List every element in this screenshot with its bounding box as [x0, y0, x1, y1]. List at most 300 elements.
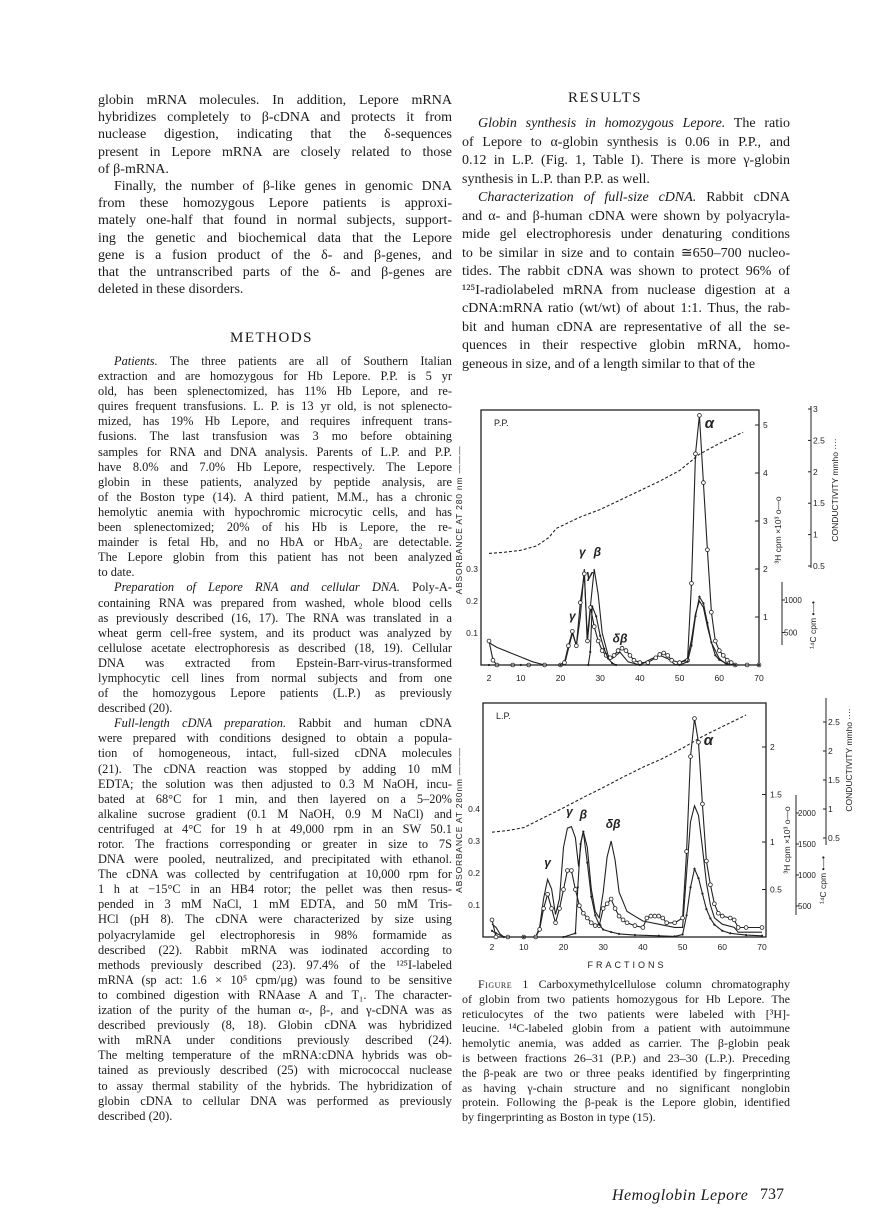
text-line [98, 475, 452, 490]
data-point-3h [562, 888, 566, 892]
y-tick-label-3h: 1 [763, 612, 768, 622]
y-tick-label-3h: 3 [763, 516, 768, 526]
data-point-3h [757, 663, 761, 667]
line-text: Rabbit and human cDNA [286, 716, 452, 731]
data-point-14c [595, 615, 597, 617]
data-point-3h [697, 740, 701, 744]
data-point-3h [538, 928, 542, 932]
data-point-14c [681, 933, 683, 935]
line-text: leucine. ¹⁴C-labeled globin from a patient with autoimmune [462, 1021, 790, 1036]
line-text: the β-peak are two or three peaks identified by fingerprinting [462, 1065, 790, 1080]
x-axis-label: FRACTIONS [587, 960, 667, 970]
data-point-3h [705, 859, 709, 863]
data-point-3h [620, 646, 624, 650]
line-text: mately one-half that found in normal subjects, support- [98, 213, 452, 229]
text-line [462, 1110, 790, 1125]
data-point-3h [689, 755, 693, 759]
text-line [98, 369, 452, 384]
data-point-3h [653, 914, 657, 918]
data-point-14c [582, 831, 584, 833]
data-point-3h [581, 911, 585, 915]
data-point-3h [563, 661, 567, 665]
x-tick-label: 70 [757, 942, 767, 952]
line-text: described (22). Rabbit mRNA was iodinated according to [98, 942, 452, 957]
data-point-3h [559, 663, 563, 667]
data-point-14c [702, 602, 704, 604]
line-text: quences in their respective globin mRNA, homo- [462, 338, 790, 353]
panel-label: L.P. [496, 711, 511, 721]
line-text: lymphocytic cell lines from normal subjects and from one [98, 670, 452, 685]
data-point-3h [600, 649, 604, 653]
text-line [98, 807, 452, 822]
line-text: by fingerprinting as Boston in type (15). [462, 1110, 656, 1125]
data-point-3h [662, 651, 666, 655]
data-point-3h [624, 649, 628, 653]
line-text: that the untranscribed parts of the δ- and β-genes are [98, 264, 452, 280]
line-text: reticulocytes of the two patients were labeled with [³H]- [462, 1006, 790, 1021]
data-point-3h [760, 926, 764, 930]
data-point-3h [506, 935, 510, 939]
data-point-14c [488, 664, 490, 666]
line-text: ¹²⁵I-radiolabeled mRNA from nuclease digestion at a [462, 282, 790, 298]
line-text: nuclease digestion, indicating that the δ-sequences [98, 127, 452, 143]
text-line [98, 247, 452, 264]
y-axis-label-absorbance: ABSORBANCE AT 280 nm ——— [454, 445, 464, 595]
data-point-14c [685, 914, 687, 916]
data-point-3h [527, 663, 531, 667]
text-line [98, 1094, 452, 1109]
data-point-3h [574, 644, 578, 648]
x-tick-label: 10 [519, 942, 529, 952]
y-tick-label-14c: 500 [784, 628, 798, 638]
data-point-14c [721, 930, 723, 932]
data-point-3h [673, 921, 677, 925]
intro-text [98, 92, 452, 298]
series-line-14C_cpm [489, 597, 759, 665]
line-text: The Lepore globin from this patient has not been analyzed [98, 550, 452, 565]
data-point-14c [634, 934, 636, 936]
y-axis-label-14c: ¹⁴C cpm •—• [808, 601, 818, 649]
y-tick-label-14c: 1000 [798, 871, 816, 880]
line-text: of the Boston type (14). A third patient, M.M., has a chronic [98, 489, 452, 504]
data-point-14c [726, 663, 728, 665]
line-text: mainder is fetal Hb, and no HbA or HbA₂ are detectable. [98, 535, 452, 550]
series-line-3H_cpm_x1000 [489, 415, 759, 665]
line-text: EDTA; the solution was then adjusted to 0.3 M NaOH, incu- [98, 776, 452, 791]
data-point-3h [558, 907, 562, 911]
data-point-14c [599, 635, 601, 637]
data-point-3h [728, 916, 732, 920]
data-point-3h [708, 883, 712, 887]
data-point-14c [674, 935, 676, 937]
text-line [98, 671, 452, 686]
line-text: tained as previously described (25) with micrococcal nuclease [98, 1063, 452, 1078]
y-axis-label-14c: ¹⁴C cpm •—• [818, 856, 828, 904]
text-line [462, 1036, 790, 1051]
data-point-3h [596, 639, 600, 643]
data-point-3h [645, 916, 649, 920]
text-line [98, 1063, 452, 1078]
y-tick-label-3h: 1 [770, 837, 775, 847]
series-line-conductivity_mmho [489, 432, 743, 553]
y-tick-label-14c: 2000 [798, 809, 816, 818]
data-point-14c [559, 664, 561, 666]
data-point-3h [720, 914, 724, 918]
y-tick-label-conductivity: 2 [828, 746, 833, 756]
text-line [462, 337, 790, 356]
y-tick-label-3h: 2 [770, 742, 775, 752]
data-point-14c [705, 908, 707, 910]
text-line [98, 429, 452, 444]
y-tick-label-conductivity: 1.5 [813, 498, 825, 509]
line-text: to assay thermal stability of the hybrids. The hybridization of [98, 1078, 452, 1093]
line-text: is between fractions 26–31 (P.P.) and 23–30 (L.P.). Preceding [462, 1050, 790, 1065]
line-text: ization of the purity of the human α-, β-, and γ-cDNA was as [98, 1003, 452, 1018]
line-text: ing the genetic and biochemical data that the Lepore [98, 230, 452, 246]
text-line [98, 837, 452, 852]
peak-label: γ [586, 567, 593, 582]
text-line [98, 656, 452, 671]
y-tick-label-conductivity: 1.5 [828, 775, 840, 785]
text-line [462, 1095, 790, 1110]
y-tick-label-3h: 0.5 [770, 884, 782, 895]
line-text: Carboxymethylcellulose column chromatography [528, 977, 790, 991]
y-axis-label-absorbance: ABSORBANCE AT 280nm ——— [454, 747, 464, 893]
data-point-3h [646, 661, 650, 665]
data-point-3h [654, 656, 658, 660]
running-title: Hemoglobin Lepore [612, 1187, 749, 1204]
data-point-14c [594, 914, 596, 916]
x-tick-label: 2 [486, 673, 492, 683]
text-line [98, 777, 452, 792]
data-point-14c [603, 648, 605, 650]
line-text: of Lepore to α-globin synthesis is 0.06 in P.P., and [462, 134, 790, 150]
text-line [462, 319, 790, 338]
data-point-3h [567, 644, 571, 648]
text-line [98, 92, 452, 109]
line-text: HCl (pH 8). The cDNA were characterized by size using [98, 912, 452, 927]
line-text: globin mRNA molecules. In addition, Lepore mRNA [98, 93, 452, 108]
peak-label: γ [566, 804, 573, 819]
line-text: centrifuged at 4°C for 19 h at 49,000 rpm in an SW 50.1 [98, 821, 452, 836]
peak-label: β [579, 807, 588, 822]
line-text: to be similar in size and to contain ≅650–700 nucleo- [462, 245, 790, 261]
y-tick-label-3h: 5 [763, 420, 768, 430]
data-point-14c [491, 930, 493, 932]
data-point-3h [690, 582, 694, 586]
text-line [98, 958, 452, 973]
text-line [462, 226, 790, 245]
figure-caption [462, 977, 790, 1125]
x-tick-label: 20 [555, 673, 566, 683]
data-point-3h [522, 935, 526, 939]
line-text: The cDNA was collected by centrifugation at 10,000 rpm for [98, 867, 452, 882]
data-point-3h [593, 924, 597, 928]
text-line [462, 171, 790, 190]
data-point-14c [690, 644, 692, 646]
data-point-14c [678, 664, 680, 666]
data-point-3h [494, 935, 498, 939]
data-point-3h [589, 921, 593, 925]
data-point-3h [725, 658, 729, 662]
text-line [98, 1033, 452, 1048]
line-text: Rabbit cDNA [696, 190, 790, 205]
series-line-conductivity_mmho [492, 715, 746, 832]
line-text: alkaline sucrose gradient (0.1 M NaOH, 0.9 M NaCl) and [98, 806, 452, 821]
data-point-3h [511, 663, 515, 667]
data-point-14c [611, 662, 613, 664]
line-text: present in Lepore mRNA are closely related to those [98, 144, 452, 160]
methods-heading: METHODS [230, 330, 314, 346]
data-point-3h [712, 902, 716, 906]
data-point-14c [591, 605, 593, 607]
y-tick-label-14c: 500 [798, 902, 812, 911]
data-point-14c [714, 654, 716, 656]
text-line [98, 281, 452, 298]
line-text: rotor. The fractions corresponding or greater in size to 7S [98, 837, 452, 851]
text-line [98, 460, 452, 475]
text-line [98, 212, 452, 229]
data-point-3h [633, 924, 637, 928]
paragraph-lead: Characterization of full-size cDNA. [478, 190, 697, 205]
text-line [98, 550, 452, 565]
data-point-14c [706, 622, 708, 624]
data-point-3h [586, 639, 590, 643]
methods-text [98, 354, 452, 1124]
text-line [98, 178, 452, 195]
x-tick-label: 60 [714, 673, 725, 683]
data-point-14c [503, 936, 505, 938]
line-text: described previously (8, 18). Globin cDNA was hybridized [98, 1018, 452, 1033]
y-tick-label-absorbance: 0.1 [466, 628, 478, 638]
y-tick-label-conductivity: 3 [813, 404, 818, 414]
text-line [98, 928, 452, 943]
paragraph-lead: Full-length cDNA preparation. [114, 716, 287, 731]
x-tick-label: 50 [674, 673, 685, 683]
data-point-3h [702, 481, 706, 485]
line-text: described (20). [98, 701, 173, 716]
data-point-3h [554, 921, 558, 925]
data-point-3h [491, 658, 495, 662]
line-text: as previously described (16, 17). The RNA was translated in a [98, 610, 452, 625]
peak-label: α [703, 732, 714, 749]
data-point-14c [697, 877, 699, 879]
data-point-3h [589, 606, 593, 610]
data-point-3h [495, 663, 499, 667]
text-line [98, 852, 452, 867]
data-point-3h [693, 717, 697, 721]
data-point-3h [685, 850, 689, 854]
line-text: and α- and β-human cDNA were shown by polyacryla- [462, 208, 790, 224]
figure-label: Figure 1 [478, 977, 529, 991]
line-text: extraction and are homozygous for Hb Lepore. P.P. is 5 yr [98, 369, 452, 384]
data-point-14c [590, 896, 592, 898]
line-text: hybridizes completely to β-cDNA and protects it from [98, 110, 452, 126]
data-point-3h [632, 658, 636, 662]
data-point-3h [732, 918, 736, 922]
x-tick-label: 20 [558, 942, 569, 952]
text-line [98, 943, 452, 958]
data-point-14c [698, 596, 700, 598]
data-point-14c [589, 651, 591, 653]
peak-label: δβ [605, 817, 621, 832]
data-point-3h [666, 654, 670, 658]
data-point-3h [609, 897, 613, 901]
text-line [98, 161, 452, 178]
text-line [98, 897, 452, 912]
text-line [98, 490, 452, 505]
line-text: as having γ-chain structure and no significant nonglobin [462, 1080, 790, 1095]
page-number: 737 [760, 1186, 784, 1203]
text-line [98, 520, 452, 535]
line-text: globin in these patients, analyzed by peptide analysis, are [98, 474, 452, 489]
series-line-absorbance_280nm [489, 569, 759, 665]
data-point-14c [523, 936, 525, 938]
paragraph-lead: Globin synthesis in homozygous Lepore. [478, 116, 726, 131]
data-point-14c [610, 931, 612, 933]
data-point-3h [717, 649, 721, 653]
data-point-3h [670, 658, 674, 662]
paragraph-lead: Patients. [114, 354, 158, 368]
data-point-3h [608, 656, 612, 660]
line-text: 0.12 in L.P. (Fig. 1, Table I). There is more γ-globin [462, 153, 790, 168]
text-line [98, 230, 452, 247]
data-point-3h [612, 654, 616, 658]
line-text: to date. [98, 565, 135, 580]
text-line [98, 701, 452, 716]
text-line [98, 384, 452, 399]
text-line [98, 126, 452, 143]
x-tick-label: 10 [516, 673, 526, 683]
data-point-14c [693, 868, 695, 870]
data-point-14c [658, 935, 660, 937]
text-line [98, 535, 452, 550]
text-line [98, 611, 452, 626]
y-axis-label-conductivity: CONDUCTIVITY mmho ···· [830, 438, 840, 542]
data-point-3h [601, 907, 605, 911]
x-tick-label: 60 [717, 942, 728, 952]
data-point-3h [490, 918, 494, 922]
data-point-14c [579, 843, 581, 845]
line-text: wheat germ cell-free system, and its product was analyzed by [98, 625, 452, 640]
data-point-3h [729, 661, 733, 665]
text-line [98, 762, 452, 777]
text-line [462, 1051, 790, 1066]
y-tick-label-absorbance: 0.2 [466, 596, 478, 606]
text-line [98, 565, 452, 580]
peak-label: α [704, 415, 715, 433]
data-point-3h [570, 869, 574, 873]
text-line [462, 263, 790, 282]
data-point-14c [761, 935, 763, 937]
line-text: Finally, the number of β-like genes in genomic DNA [114, 178, 452, 194]
paragraph-lead: Preparation of Lepore RNA and cellular DNA. [114, 580, 400, 595]
data-point-3h [605, 902, 609, 906]
data-point-3h [678, 661, 682, 665]
data-point-3h [686, 658, 690, 662]
y-tick-label-absorbance: 0.3 [466, 564, 478, 574]
line-text: geneous in size, and of a length similar to that of the [462, 356, 756, 372]
line-text: (21). The cDNA reaction was stopped by adding 10 mM [98, 761, 452, 776]
line-text: The three patients are all of Southern Italian [157, 354, 452, 368]
text-line [462, 356, 790, 375]
data-point-3h [658, 653, 662, 657]
text-line [462, 245, 790, 264]
data-point-3h [604, 654, 608, 658]
data-point-3h [698, 414, 702, 418]
x-tick-label: 40 [638, 942, 648, 952]
y-tick-label-conductivity: 1 [828, 804, 833, 814]
text-line [462, 189, 790, 208]
line-text: deleted in these disorders. [98, 282, 244, 298]
data-point-3h [628, 654, 632, 658]
data-point-3h [577, 904, 581, 908]
y-axis-label-3h: ³H cpm ×10³ o—o [782, 806, 792, 874]
data-point-14c [587, 664, 589, 666]
peak-label: γ [544, 855, 551, 870]
y-tick-label-conductivity: 2.5 [813, 435, 825, 446]
data-point-3h [534, 935, 538, 939]
data-point-3h [721, 654, 725, 658]
line-text: of globin from two patients homozygous for Hb Lepore. The [462, 991, 790, 1006]
line-text: have 8.0% and 7.0% Hb Lepore, respectively. The Lepore [98, 459, 452, 474]
data-point-3h [582, 572, 586, 576]
text-line [462, 977, 790, 992]
data-point-14c [562, 936, 564, 938]
data-point-3h [713, 639, 717, 643]
data-point-14c [701, 893, 703, 895]
data-point-14c [718, 659, 720, 661]
line-text: polyacrylamide gel electrophoresis in 98% formamide as [98, 927, 452, 942]
text-line [98, 686, 452, 701]
data-point-3h [681, 916, 685, 920]
line-text: of the homozygous Lepore patients (L.P.) as previously [98, 686, 452, 701]
series-line-14C_cpm [492, 832, 762, 937]
data-point-3h [665, 921, 669, 925]
y-tick-label-3h: 1.5 [770, 789, 782, 800]
text-line [98, 626, 452, 641]
line-text: to combined digestion with RNAase A and T₁. The character- [98, 987, 452, 1002]
data-point-14c [758, 664, 760, 666]
y-tick-label-conductivity: 0.5 [813, 561, 825, 571]
y-tick-label-conductivity: 2.5 [828, 717, 840, 727]
line-text: been splenectomized; 20% of his Hb is Lepore, the re- [98, 520, 452, 535]
data-point-3h [597, 924, 601, 928]
data-point-3h [709, 610, 713, 614]
text-line [98, 973, 452, 988]
data-point-3h [661, 916, 665, 920]
data-point-3h [705, 548, 709, 552]
text-line [98, 988, 452, 1003]
data-point-3h [543, 663, 547, 667]
data-point-3h [613, 907, 617, 911]
line-text: bit and human cDNA are representative of all the se- [462, 319, 790, 335]
data-point-3h [744, 926, 748, 930]
data-point-14c [574, 932, 576, 934]
data-point-14c [686, 661, 688, 663]
y-tick-label-conductivity: 1 [813, 529, 818, 540]
data-point-14c [607, 657, 609, 659]
line-text: gene is a fusion product of the δ- and β-genes, and [98, 247, 452, 263]
data-point-14c [520, 664, 522, 666]
results-text [462, 115, 790, 374]
data-point-3h [487, 639, 491, 643]
data-point-14c [577, 886, 579, 888]
text-line [462, 992, 790, 1007]
line-text: quires frequent transfusions. L. P. is 13 yr old, is not splenecto- [98, 399, 452, 414]
x-tick-label: 30 [598, 942, 608, 952]
line-text: cDNA:mRNA ratio (wt/wt) of about 1:1. Thus, the rab- [462, 301, 790, 316]
